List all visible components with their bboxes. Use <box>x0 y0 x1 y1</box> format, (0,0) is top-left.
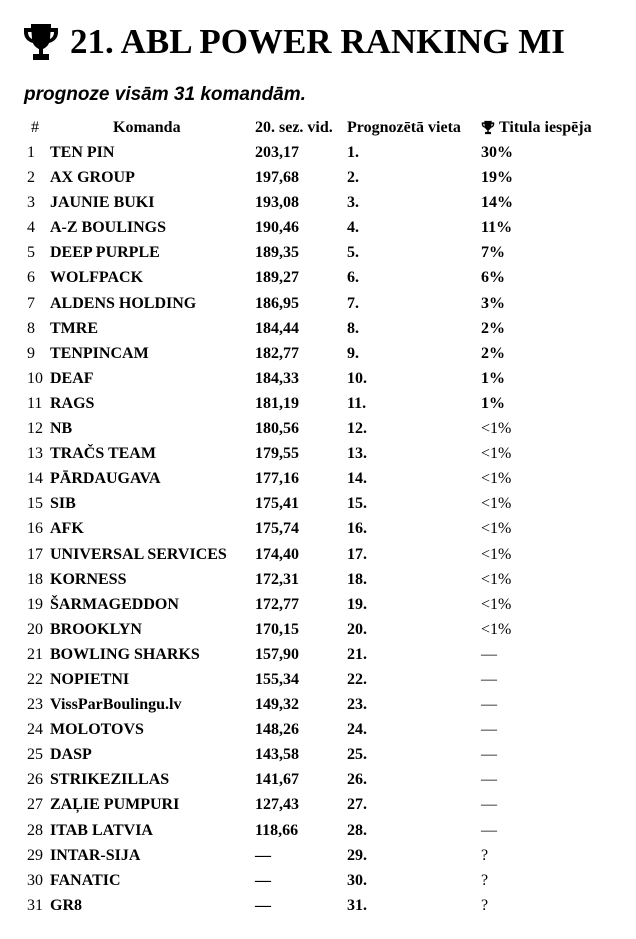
table-row <box>0 366 636 391</box>
table-row <box>0 893 636 918</box>
season-average: 143,58 <box>255 746 299 764</box>
team-name: DEAF <box>50 369 94 387</box>
table-row <box>0 491 636 516</box>
season-average: 203,17 <box>255 144 299 161</box>
table-row <box>0 391 636 416</box>
title-chance: <1% <box>481 545 512 563</box>
team-name: TEN PIN <box>50 144 115 161</box>
season-average: 155,34 <box>255 670 299 688</box>
title-chance: — <box>481 771 497 789</box>
season-average: — <box>255 896 271 914</box>
season-average: 118,66 <box>255 821 299 839</box>
table-row <box>0 818 636 843</box>
season-average: 172,77 <box>255 595 299 613</box>
rank-number: 21 <box>27 645 43 663</box>
title-chance: — <box>481 670 497 688</box>
team-name: JAUNIE BUKI <box>50 194 155 212</box>
table-row <box>0 617 636 642</box>
rank-number: 6 <box>27 269 35 287</box>
rank-number: 17 <box>27 545 43 563</box>
season-average: — <box>255 871 271 889</box>
title-chance: — <box>481 796 497 814</box>
table-row <box>0 466 636 491</box>
table-row <box>0 767 636 792</box>
season-average: 174,40 <box>255 545 299 563</box>
predicted-place: 21. <box>347 645 367 663</box>
rank-number: 15 <box>27 495 43 513</box>
team-name: MOLOTOVS <box>50 721 144 739</box>
table-row <box>0 567 636 592</box>
title-chance: 2% <box>481 319 505 337</box>
rank-number: 26 <box>27 771 43 789</box>
team-name: INTAR-SIJA <box>50 846 141 864</box>
team-name: UNIVERSAL SERVICES <box>50 545 227 563</box>
rank-number: 29 <box>27 846 43 864</box>
rank-number: 12 <box>27 420 43 438</box>
rank-number: 11 <box>27 394 43 412</box>
team-name: SIB <box>50 495 76 513</box>
ranking-table <box>0 115 636 918</box>
page-title <box>22 18 565 66</box>
season-average: 189,27 <box>255 269 299 287</box>
title-chance: 6% <box>481 269 505 287</box>
season-average: 181,19 <box>255 394 299 412</box>
team-name: DASP <box>50 746 92 764</box>
team-name: ŠARMAGEDDON <box>50 595 179 613</box>
title-chance: 3% <box>481 294 505 312</box>
header-chance <box>481 115 592 140</box>
predicted-place: 1. <box>347 144 359 161</box>
title-chance: 7% <box>481 244 505 262</box>
predicted-place: 10. <box>347 369 367 387</box>
rank-number: 5 <box>27 244 35 262</box>
title-chance: <1% <box>481 570 512 588</box>
table-row <box>0 843 636 868</box>
predicted-place: 27. <box>347 796 367 814</box>
title-chance: <1% <box>481 520 512 538</box>
predicted-place: 23. <box>347 696 367 714</box>
predicted-place: 24. <box>347 721 367 739</box>
team-name: GR8 <box>50 896 82 914</box>
table-row <box>0 516 636 541</box>
rank-number: 19 <box>27 595 43 613</box>
title-chance: 2% <box>481 344 505 362</box>
team-name: KORNESS <box>50 570 127 588</box>
rank-number: 16 <box>27 520 43 538</box>
rank-number: 31 <box>27 896 43 914</box>
header-team: Komanda <box>113 119 181 136</box>
predicted-place: 15. <box>347 495 367 513</box>
season-average: 193,08 <box>255 194 299 212</box>
header-place: Prognozētā vieta <box>347 119 461 136</box>
team-name: TRAČS TEAM <box>50 445 156 463</box>
table-header <box>0 115 636 140</box>
predicted-place: 18. <box>347 570 367 588</box>
header-avg: 20. sez. vid. <box>255 119 333 136</box>
season-average: 172,31 <box>255 570 299 588</box>
table-row <box>0 215 636 240</box>
predicted-place: 31. <box>347 896 367 914</box>
rank-number: 9 <box>27 344 35 362</box>
team-name: ALDENS HOLDING <box>50 294 197 312</box>
team-name: RAGS <box>50 394 95 412</box>
header-num: # <box>31 119 39 136</box>
season-average: 184,44 <box>255 319 299 337</box>
team-name: FANATIC <box>50 871 121 889</box>
season-average: 148,26 <box>255 721 299 739</box>
season-average: 157,90 <box>255 645 299 663</box>
table-row <box>0 165 636 190</box>
table-row <box>0 240 636 265</box>
predicted-place: 2. <box>347 169 359 187</box>
title-chance: — <box>481 746 497 764</box>
team-name: A-Z BOULINGS <box>50 219 167 237</box>
table-row <box>0 592 636 617</box>
team-name: BROOKLYN <box>50 620 142 638</box>
table-row <box>0 190 636 215</box>
predicted-place: 8. <box>347 319 359 337</box>
season-average: 182,77 <box>255 344 299 362</box>
title-chance: — <box>481 821 497 839</box>
title-chance: — <box>481 696 497 714</box>
team-name: STRIKEZILLAS <box>50 771 170 789</box>
predicted-place: 11. <box>347 394 367 412</box>
predicted-place: 19. <box>347 595 367 613</box>
predicted-place: 20. <box>347 620 367 638</box>
season-average: 184,33 <box>255 369 299 387</box>
title-chance: — <box>481 645 497 663</box>
header-chance-label: Titula iespēja <box>499 119 592 136</box>
trophy-icon <box>481 120 495 135</box>
season-average: 189,35 <box>255 244 299 262</box>
title-chance: — <box>481 721 497 739</box>
table-row <box>0 291 636 316</box>
table-row <box>0 868 636 893</box>
title-chance: <1% <box>481 595 512 613</box>
title-chance: 30% <box>481 144 513 161</box>
predicted-place: 13. <box>347 445 367 463</box>
season-average: 180,56 <box>255 420 299 438</box>
subtitle: prognoze visām 31 komandām. <box>24 84 306 105</box>
predicted-place: 4. <box>347 219 359 237</box>
predicted-place: 29. <box>347 846 367 864</box>
team-name: TENPINCAM <box>50 344 149 362</box>
team-name: AFK <box>50 520 84 538</box>
rank-number: 2 <box>27 169 35 187</box>
predicted-place: 22. <box>347 670 367 688</box>
rank-number: 8 <box>27 319 35 337</box>
title-chance: 1% <box>481 394 505 412</box>
predicted-place: 26. <box>347 771 367 789</box>
team-name: NB <box>50 420 73 438</box>
team-name: WOLFPACK <box>50 269 144 287</box>
predicted-place: 9. <box>347 344 359 362</box>
predicted-place: 5. <box>347 244 359 262</box>
team-name: ZAĻIE PUMPURI <box>50 796 180 814</box>
rank-number: 23 <box>27 696 43 714</box>
page-title-text: 21. ABL POWER RANKING MI <box>70 22 565 61</box>
title-chance: <1% <box>481 420 512 438</box>
team-name: ITAB LATVIA <box>50 821 153 839</box>
title-chance: 11% <box>481 219 513 237</box>
title-chance: ? <box>481 896 489 914</box>
title-chance: 14% <box>481 194 513 212</box>
table-body <box>0 140 636 918</box>
table-row <box>0 792 636 817</box>
rank-number: 1 <box>27 144 35 161</box>
season-average: 141,67 <box>255 771 299 789</box>
title-chance: <1% <box>481 620 512 638</box>
predicted-place: 25. <box>347 746 367 764</box>
rank-number: 4 <box>27 219 35 237</box>
rank-number: 10 <box>27 369 43 387</box>
rank-number: 24 <box>27 721 43 739</box>
team-name: DEEP PURPLE <box>50 244 160 262</box>
table-row <box>0 265 636 290</box>
table-row <box>0 692 636 717</box>
title-chance: ? <box>481 871 489 889</box>
table-row <box>0 642 636 667</box>
table-row <box>0 416 636 441</box>
team-name: VissParBoulingu.lv <box>50 696 182 714</box>
rank-number: 28 <box>27 821 43 839</box>
season-average: 175,74 <box>255 520 299 538</box>
team-name: NOPIETNI <box>50 670 130 688</box>
title-chance: <1% <box>481 445 512 463</box>
trophy-icon <box>22 22 60 62</box>
season-average: 197,68 <box>255 169 299 187</box>
season-average: 177,16 <box>255 470 299 488</box>
table-row <box>0 341 636 366</box>
team-name: BOWLING SHARKS <box>50 645 200 663</box>
rank-number: 27 <box>27 796 43 814</box>
title-chance: ? <box>481 846 489 864</box>
rank-number: 13 <box>27 445 43 463</box>
season-average: 175,41 <box>255 495 299 513</box>
predicted-place: 28. <box>347 821 367 839</box>
season-average: 149,32 <box>255 696 299 714</box>
rank-number: 7 <box>27 294 35 312</box>
table-row <box>0 316 636 341</box>
title-chance: 1% <box>481 369 505 387</box>
table-row <box>0 717 636 742</box>
predicted-place: 30. <box>347 871 367 889</box>
predicted-place: 12. <box>347 420 367 438</box>
season-average: 170,15 <box>255 620 299 638</box>
table-row <box>0 441 636 466</box>
title-chance: 19% <box>481 169 513 187</box>
rank-number: 22 <box>27 670 43 688</box>
predicted-place: 16. <box>347 520 367 538</box>
team-name: TMRE <box>50 319 98 337</box>
season-average: 186,95 <box>255 294 299 312</box>
table-row <box>0 140 636 165</box>
rank-number: 14 <box>27 470 43 488</box>
rank-number: 18 <box>27 570 43 588</box>
rank-number: 20 <box>27 620 43 638</box>
predicted-place: 6. <box>347 269 359 287</box>
season-average: — <box>255 846 271 864</box>
predicted-place: 14. <box>347 470 367 488</box>
table-row <box>0 667 636 692</box>
title-chance: <1% <box>481 470 512 488</box>
title-chance: <1% <box>481 495 512 513</box>
team-name: PĀRDAUGAVA <box>50 470 161 488</box>
predicted-place: 17. <box>347 545 367 563</box>
season-average: 190,46 <box>255 219 299 237</box>
rank-number: 25 <box>27 746 43 764</box>
team-name: AX GROUP <box>50 169 135 187</box>
predicted-place: 3. <box>347 194 359 212</box>
table-row <box>0 542 636 567</box>
rank-number: 30 <box>27 871 43 889</box>
season-average: 127,43 <box>255 796 299 814</box>
predicted-place: 7. <box>347 294 359 312</box>
season-average: 179,55 <box>255 445 299 463</box>
rank-number: 3 <box>27 194 35 212</box>
table-row <box>0 742 636 767</box>
